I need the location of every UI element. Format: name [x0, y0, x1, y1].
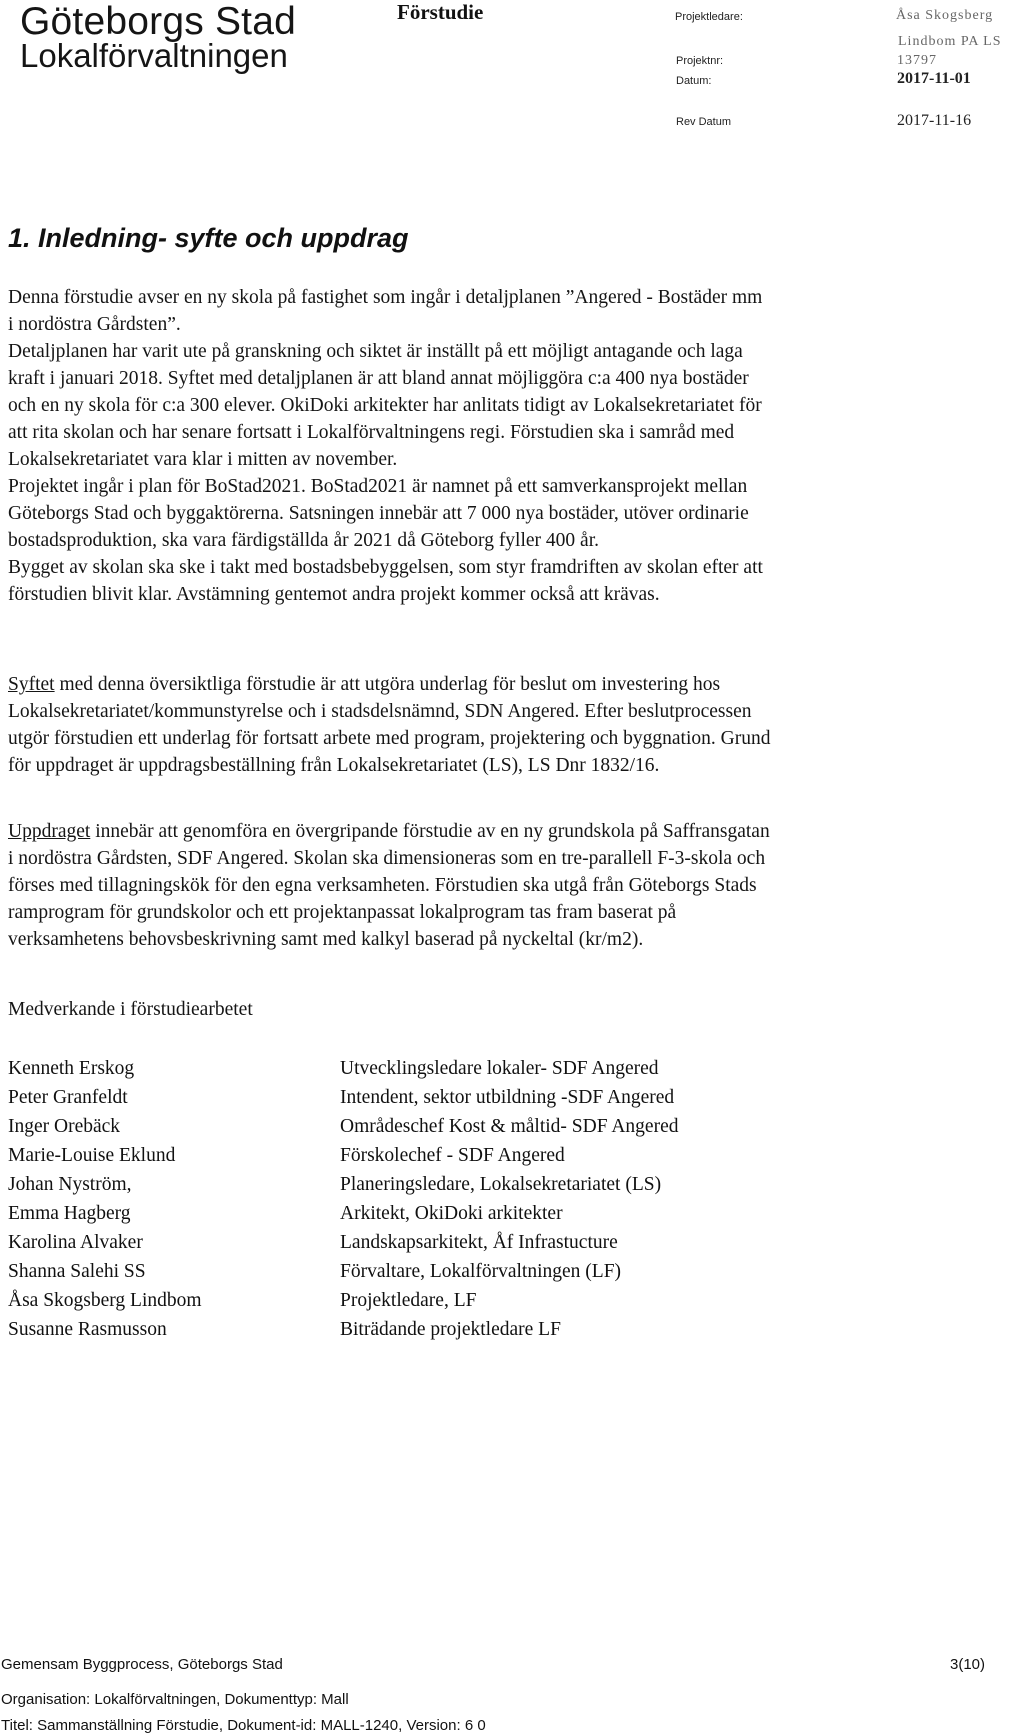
participants-list [8, 1054, 1008, 1344]
syfte-term: Syftet [8, 674, 55, 695]
rev-datum-label: Rev Datum [676, 116, 732, 128]
participant-row [8, 1141, 1008, 1170]
syfte-line: Lokalsekretariatet/kommunstyrelse och i stadsdelsnämnd, SDN Angered. Efter beslutprocessen [8, 701, 752, 722]
participant-name: Karolina Alvaker [8, 1232, 143, 1253]
participant-row [8, 1199, 1008, 1228]
datum-value: 2017-11-01 [897, 70, 971, 87]
participant-row [8, 1112, 1008, 1141]
participant-role: Projektledare, LF [340, 1290, 477, 1311]
participant-role: Arkitekt, OkiDoki arkitekter [340, 1203, 563, 1224]
medverkande-title: Medverkande i förstudiearbetet [8, 999, 253, 1020]
intro-line: och en ny skola för c:a 300 elever. OkiDoki arkitekter har anlitats tidigt av Lokalsekretariatet för [8, 395, 762, 416]
uppdrag-paragraph [8, 818, 1008, 953]
participant-row [8, 1315, 1008, 1344]
footer-process: Gemensam Byggprocess, Göteborgs Stad [1, 1656, 283, 1673]
participant-name: Peter Granfeldt [8, 1087, 128, 1108]
uppdrag-line: innebär att genomföra en övergripande förstudie av en ny grundskola på Saffransgatan [90, 821, 770, 842]
uppdrag-line: verksamhetens behovsbeskrivning samt med kalkyl baserad på nyckeltal (kr/m2). [8, 929, 644, 950]
participant-role: Förvaltare, Lokalförvaltningen (LF) [340, 1261, 622, 1282]
intro-paragraph [8, 284, 1008, 608]
projektledare-value-line2: Lindbom PA LS [898, 34, 1002, 49]
participant-row [8, 1257, 1008, 1286]
participant-row [8, 1054, 1008, 1083]
participant-row [8, 1170, 1008, 1199]
section-heading: 1. Inledning- syfte och uppdrag [8, 223, 409, 253]
uppdrag-line: förses med tillagningskök för den egna verksamheten. Förstudien ska utgå från Göteborgs Stads [8, 875, 757, 896]
participant-name: Shanna Salehi SS [8, 1261, 146, 1282]
participant-name: Kenneth Erskog [8, 1058, 135, 1079]
intro-line: Lokalsekretariatet vara klar i mitten av november. [8, 449, 398, 470]
intro-line: att rita skolan och har senare fortsatt i Lokalförvaltningens regi. Förstudien ska i samråd med [8, 422, 735, 443]
projektnr-value: 13797 [897, 53, 937, 68]
footer-title: Titel: Sammanställning Förstudie, Dokument-id: MALL-1240, Version: 6 0 [1, 1717, 486, 1734]
uppdrag-term: Uppdraget [8, 821, 91, 842]
participant-role: Intendent, sektor utbildning -SDF Angered [340, 1087, 675, 1108]
rev-datum-value: 2017-11-16 [897, 112, 972, 129]
participant-role: Utvecklingsledare lokaler- SDF Angered [340, 1058, 659, 1079]
intro-line: Denna förstudie avser en ny skola på fastighet som ingår i detaljplanen ”Angered - Bostäder mm [8, 287, 763, 308]
intro-line: Bygget av skolan ska ske i takt med bostadsbebyggelsen, som styr framdriften av skolan efter att [8, 557, 763, 578]
syfte-paragraph [8, 671, 1008, 779]
intro-line: i nordöstra Gårdsten”. [8, 314, 181, 335]
syfte-line: utgör förstudien ett underlag för fortsatt arbete med program, projektering och byggnation. Grund [8, 728, 771, 749]
participant-name: Inger Orebäck [8, 1116, 121, 1137]
participant-role: Landskapsarkitekt, Åf Infrastucture [340, 1232, 618, 1253]
syfte-line: för uppdraget är uppdragsbeställning från Lokalsekretariatet (LS), LS Dnr 1832/16. [8, 755, 660, 776]
intro-line: bostadsproduktion, ska vara färdigställda år 2021 då Göteborg fyller 400 år. [8, 530, 599, 551]
participant-row [8, 1083, 1008, 1112]
uppdrag-line: ramprogram för grundskolor och ett projektanpassat lokalprogram tas fram baserat på [8, 902, 677, 923]
projektledare-label: Projektledare: [675, 11, 743, 23]
participant-name: Marie-Louise Eklund [8, 1145, 176, 1166]
participant-row [8, 1286, 1008, 1315]
participant-role: Planeringsledare, Lokalsekretariatet (LS) [340, 1174, 662, 1195]
organization-subtitle: Lokalförvaltningen [20, 37, 288, 74]
projektledare-value: Åsa Skogsberg [896, 8, 994, 23]
participant-name: Åsa Skogsberg Lindbom [8, 1290, 202, 1311]
intro-line: kraft i januari 2018. Syftet med detaljplanen är att bland annat möjliggöra c:a 400 nya bostäder [8, 368, 749, 389]
datum-label: Datum: [676, 75, 712, 87]
organization-title: Göteborgs Stad [20, 0, 296, 43]
participant-row [8, 1228, 1008, 1257]
document-type: Förstudie [397, 0, 484, 24]
projektnr-label: Projektnr: [676, 55, 724, 67]
participant-role: Förskolechef - SDF Angered [340, 1145, 565, 1166]
intro-line: förstudien blivit klar. Avstämning gentemot andra projekt kommer också att krävas. [8, 584, 660, 605]
syfte-line: med denna översiktliga förstudie är att utgöra underlag för beslut om investering hos [54, 674, 721, 695]
participant-role: Biträdande projektledare LF [340, 1319, 561, 1340]
participant-name: Susanne Rasmusson [8, 1319, 167, 1340]
intro-line: Projektet ingår i plan för BoStad2021. BoStad2021 är namnet på ett samverkansprojekt mellan [8, 476, 748, 497]
participant-name: Emma Hagberg [8, 1203, 131, 1224]
page-number: 3(10) [950, 1656, 986, 1673]
participant-name: Johan Nyström, [8, 1174, 132, 1195]
intro-line: Detaljplanen har varit ute på granskning och siktet är inställt på ett möjligt antagande och laga [8, 341, 743, 362]
participant-role: Områdeschef Kost & måltid- SDF Angered [340, 1116, 679, 1137]
intro-line: Göteborgs Stad och byggaktörerna. Satsningen innebär att 7 000 nya bostäder, utöver ordinarie [8, 503, 749, 524]
footer-organization: Organisation: Lokalförvaltningen, Dokumenttyp: Mall [1, 1691, 349, 1708]
uppdrag-line: i nordöstra Gårdsten, SDF Angered. Skolan ska dimensioneras som en tre-parallell F-3-skola och [8, 848, 766, 869]
